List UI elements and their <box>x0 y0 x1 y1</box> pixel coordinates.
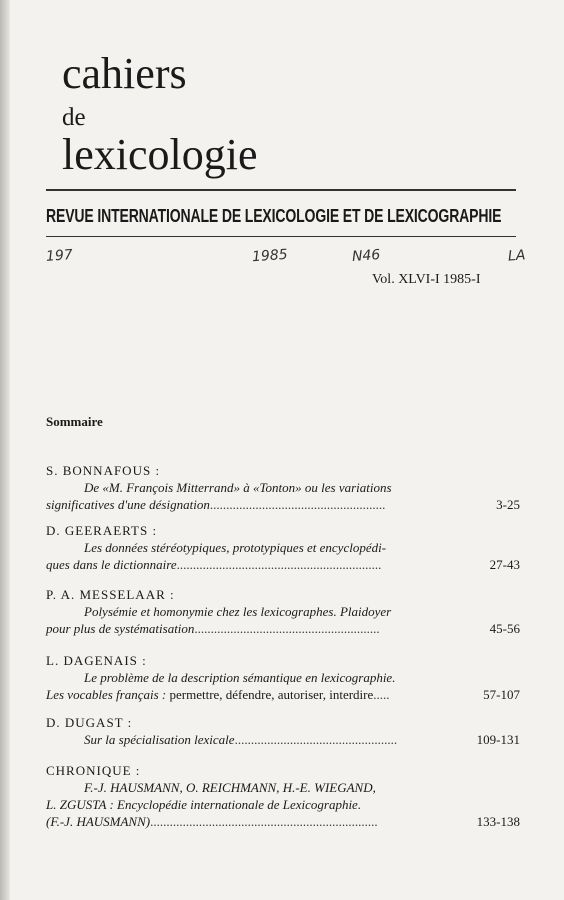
toc-entry <box>46 652 520 703</box>
volume-info: Vol. XLVI-I 1985-I <box>372 272 481 287</box>
toc-title-line: Sur la spécialisation lexicale <box>84 732 235 747</box>
toc-leader-dots: .................................................. <box>234 732 398 747</box>
toc-entry <box>46 762 520 830</box>
toc-title-line: permettre, défendre, autoriser, interdire <box>166 687 374 702</box>
toc-author: L. DAGENAIS : <box>46 653 147 668</box>
toc-author: D. DUGAST : <box>46 715 133 730</box>
handwritten-note-1: 197 <box>45 247 74 265</box>
toc-page-range: 109-131 <box>476 732 520 747</box>
toc-entry <box>46 586 520 637</box>
toc-leader-dots: ...................................................... <box>209 497 386 512</box>
toc-author: CHRONIQUE : <box>46 763 141 778</box>
toc-title-line: Les vocables français : <box>46 687 167 702</box>
sommaire-heading: Sommaire <box>46 414 103 429</box>
toc-title-line: Le problème de la description sémantique en lexicographie. <box>84 670 396 685</box>
toc-title-line: F.-J. HAUSMANN, O. REICHMANN, H.-E. WIEGAND, <box>84 780 376 795</box>
handwritten-note-2: 1985 <box>251 246 289 266</box>
page-edge-shadow <box>0 0 10 900</box>
toc-leader-dots: ............................................................... <box>176 557 382 572</box>
journal-title-de: de <box>62 104 86 131</box>
toc-entry <box>46 462 520 513</box>
bottom-rule <box>46 236 516 237</box>
top-rule <box>46 189 516 191</box>
handwritten-note-4: LA <box>507 247 526 265</box>
toc-author: P. A. MESSELAAR : <box>46 587 175 602</box>
toc-title-line: ques dans le dictionnaire <box>46 557 177 572</box>
toc-leader-dots: ..... <box>373 687 390 702</box>
toc-author: D. GEERAERTS : <box>46 523 158 538</box>
toc-title-line: Polysémie et homonymie chez les lexicographes. Plaidoyer <box>84 604 392 619</box>
toc-title-line: (F.-J. HAUSMANN) <box>46 814 151 829</box>
handwritten-note-3: N46 <box>351 247 381 265</box>
journal-title-cahiers: cahiers <box>62 49 187 98</box>
journal-title-lexicologie: lexicologie <box>62 130 258 179</box>
toc-page-range: 133-138 <box>476 814 520 829</box>
toc-leader-dots: ...................................................................... <box>150 814 378 829</box>
toc-entry <box>46 522 520 573</box>
toc-title-line: significatives d'une désignation <box>46 497 210 512</box>
toc-page-range: 27-43 <box>489 557 520 572</box>
journal-subtitle: REVUE INTERNATIONALE DE LEXICOLOGIE ET DE LEXICOGRAPHIE <box>46 206 502 226</box>
toc-entry <box>46 714 520 748</box>
toc-title-line: L. ZGUSTA : Encyclopédie internationale de Lexicographie. <box>46 797 362 812</box>
toc-title-line: pour plus de systématisation <box>46 621 195 636</box>
toc-title-line: De «M. François Mitterrand» à «Tonton» ou les variations <box>84 480 392 495</box>
toc-page-range: 57-107 <box>483 687 520 702</box>
toc-page-range: 45-56 <box>489 621 520 636</box>
toc-title-line: Les données stéréotypiques, prototypiques et encyclopédi- <box>84 540 387 555</box>
toc-page-range: 3-25 <box>496 497 520 512</box>
toc-leader-dots: ......................................................... <box>194 621 380 636</box>
toc-author: S. BONNAFOUS : <box>46 463 161 478</box>
